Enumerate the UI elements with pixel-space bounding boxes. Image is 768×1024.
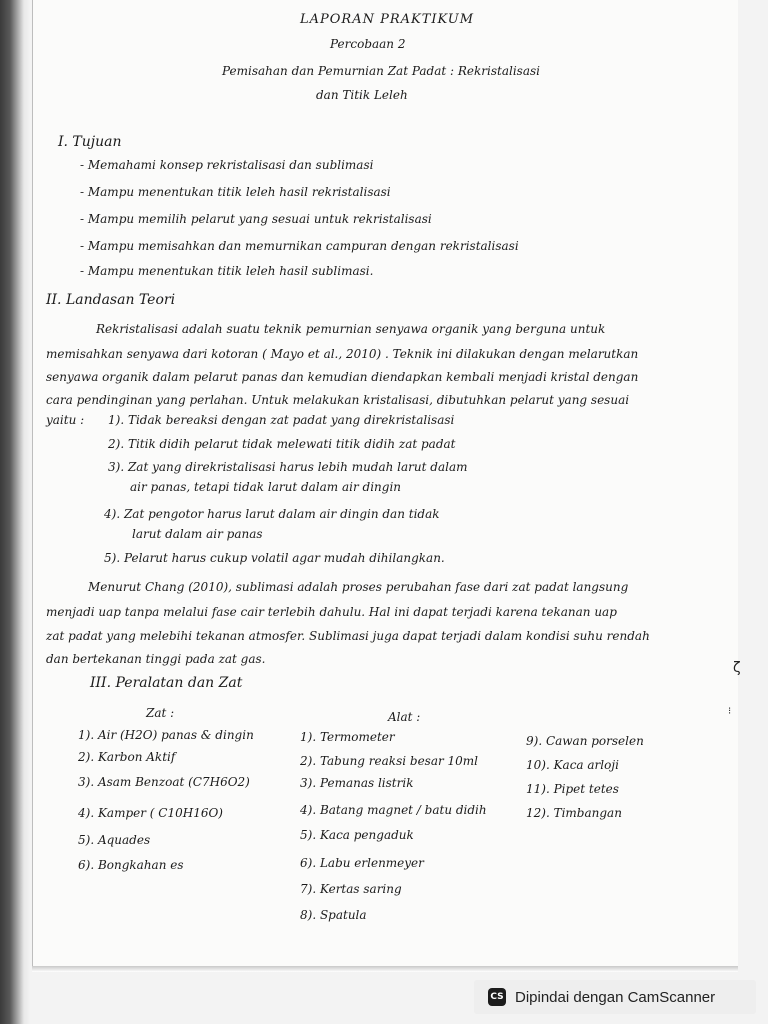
theory-paragraph-line: zat padat yang melebihi tekanan atmosfer. Sublimasi juga dapat terjadi dalam kondisi suhu rendah bbox=[46, 629, 650, 643]
section-peralatan-heading: III. Peralatan dan Zat bbox=[90, 675, 243, 691]
tujuan-item: - Memahami konsep rekristalisasi dan sublimasi bbox=[80, 158, 374, 172]
theory-paragraph-line: Rekristalisasi adalah suatu teknik pemurnian senyawa organik yang berguna untuk bbox=[96, 322, 606, 336]
section-landasan-heading: II. Landasan Teori bbox=[46, 292, 176, 308]
alat-heading: Alat : bbox=[388, 710, 421, 724]
tujuan-item: - Mampu memisahkan dan memurnikan campuran dengan rekristalisasi bbox=[80, 239, 519, 253]
criteria-item: 1). Tidak bereaksi dengan zat padat yang direkristalisasi bbox=[108, 413, 455, 427]
zat-item: 4). Kamper ( C10H16O) bbox=[78, 806, 223, 820]
theory-paragraph-line: memisahkan senyawa dari kotoran ( Mayo et al., 2010) . Teknik ini dilakukan dengan melarutkan bbox=[46, 347, 639, 361]
criteria-item-continued: air panas, tetapi tidak larut dalam air dingin bbox=[130, 480, 402, 494]
experiment-subtitle-line1: Pemisahan dan Pemurnian Zat Padat : Rekristalisasi bbox=[222, 64, 540, 78]
criteria-item: 5). Pelarut harus cukup volatil agar mudah dihilangkan. bbox=[104, 551, 445, 565]
alat-item: 10). Kaca arloji bbox=[526, 758, 619, 772]
paper-edge-shadow bbox=[32, 966, 738, 972]
margin-scribble: ζ bbox=[733, 660, 741, 676]
zat-item: 6). Bongkahan es bbox=[78, 858, 184, 872]
alat-item: 5). Kaca pengaduk bbox=[300, 828, 414, 842]
alat-item: 11). Pipet tetes bbox=[526, 782, 619, 796]
tujuan-item: - Mampu menentukan titik leleh hasil sublimasi. bbox=[80, 264, 374, 278]
alat-item: 6). Labu erlenmeyer bbox=[300, 856, 424, 870]
alat-item: 1). Termometer bbox=[300, 730, 395, 744]
criteria-item: 3). Zat yang direkristalisasi harus lebih mudah larut dalam bbox=[108, 460, 468, 474]
theory-paragraph-line: dan bertekanan tinggi pada zat gas. bbox=[46, 652, 266, 666]
zat-item: 5). Aquades bbox=[78, 833, 151, 847]
alat-item: 8). Spatula bbox=[300, 908, 367, 922]
alat-item: 3). Pemanas listrik bbox=[300, 776, 414, 790]
tujuan-item: - Mampu menentukan titik leleh hasil rekristalisasi bbox=[80, 185, 391, 199]
theory-paragraph-line: cara pendinginan yang perlahan. Untuk melakukan kristalisasi, dibutuhkan pelarut yang sesuai bbox=[46, 393, 630, 407]
section-tujuan-heading: I. Tujuan bbox=[58, 134, 122, 150]
zat-item: 2). Karbon Aktif bbox=[78, 750, 176, 764]
alat-item: 12). Timbangan bbox=[526, 806, 622, 820]
zat-heading: Zat : bbox=[146, 706, 175, 720]
camscanner-text: Dipindai dengan CamScanner bbox=[515, 988, 716, 1006]
criteria-item: 2). Titik didih pelarut tidak melewati titik didih zat padat bbox=[108, 437, 456, 451]
zat-item: 1). Air (H2O) panas & dingin bbox=[78, 728, 254, 742]
alat-item: 4). Batang magnet / batu didih bbox=[300, 803, 487, 817]
experiment-subtitle-line2: dan Titik Leleh bbox=[316, 88, 408, 102]
alat-item: 9). Cawan porselen bbox=[526, 734, 644, 748]
margin-dots: ⁝ bbox=[728, 706, 732, 717]
criteria-intro: yaitu : bbox=[46, 413, 85, 427]
tujuan-item: - Mampu memilih pelarut yang sesuai untuk rekristalisasi bbox=[80, 212, 432, 226]
theory-paragraph-line: Menurut Chang (2010), sublimasi adalah proses perubahan fase dari zat padat langsung bbox=[88, 580, 629, 594]
criteria-item: 4). Zat pengotor harus larut dalam air dingin dan tidak bbox=[104, 507, 440, 521]
theory-paragraph-line: menjadi uap tanpa melalui fase cair terlebih dahulu. Hal ini dapat terjadi karena tekanan uap bbox=[46, 605, 617, 619]
camscanner-logo-icon: CS bbox=[488, 988, 506, 1006]
zat-item: 3). Asam Benzoat (C7H6O2) bbox=[78, 775, 250, 789]
alat-item: 2). Tabung reaksi besar 10ml bbox=[300, 754, 479, 768]
experiment-number: Percobaan 2 bbox=[330, 37, 406, 51]
criteria-item-continued: larut dalam air panas bbox=[132, 527, 263, 541]
alat-item: 7). Kertas saring bbox=[300, 882, 402, 896]
camscanner-watermark bbox=[474, 980, 756, 1014]
theory-paragraph-line: senyawa organik dalam pelarut panas dan kemudian diendapkan kembali menjadi kristal dengan bbox=[46, 370, 639, 384]
report-title: LAPORAN PRAKTIKUM bbox=[300, 12, 475, 27]
